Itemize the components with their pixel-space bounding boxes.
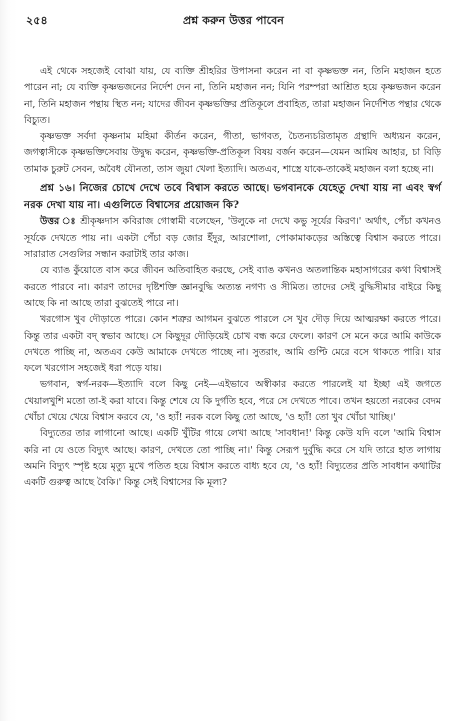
- answer-label: উত্তর ঃ: [40, 216, 77, 228]
- paragraph-electricity: বিদ্যুতের তার লাগানো আছে। একটি খুঁটির গায়ে লেখা আছে 'সাবধান!' কিন্তু কেউ যদি বলে 'আমি বিশ্বাস করি না যে ওতে বিদ্যুৎ আছে। কারণ, দেখতে তো পাচ্ছি না।' কিন্তু সেরূপ দুর্বুদ্ধি করে সে যদি তারে হাত লাগায় অমনি বিদ্যুৎ স্পৃষ্ট হয়ে মৃত্যু মুখে পতিত হয়ে বিশ্বাস করতে বাধ্য হবে যে, 'ও হ্যাঁ! বিদ্যুতের প্রতি সাবধান কথাটির একটি গুরুত্ব আছে বৈকি।' কিন্তু সেই বিশ্বাসের কি মূল্য?: [24, 428, 441, 489]
- answer-text: শ্রীকৃষ্ণদাস কবিরাজ গোস্বামী বলেছেন, 'উলুকে না দেখে কভু সূর্যের কিরণ।' অর্থাৎ, পেঁচা কখনও সূর্যকে দেখতে পায় না। একটা পেঁচা বড় জোর ইঁদুর, আরশোলা, পোকামাকড়ের অস্তিত্বে বিশ্বাস করতে পারে। সারারাত সেগুলির সন্ধান করাটাই তার কাজ।: [24, 216, 441, 261]
- page-body: [24, 64, 441, 492]
- paragraph-heaven-hell: ভগবান, স্বর্গ-নরক—ইত্যাদি বলে কিছু নেই—এইভাবে অস্বীকার করতে পারলেই যা ইচ্ছা এই জগতে খেয়ালখুশি মতো তা-ই করা যাবে। কিন্তু শেষে যে কি দুর্গতি হবে, পরে সে দেখতে পাবে। তখন হয়তো নরকের বেদম খোঁচা খেয়ে খেয়ে বিশ্বাস করবে যে, 'ও হ্যাঁ! নরক বলে কিছু তো আছে, 'ও হ্যাঁ! তো খুব খোঁচা খাচ্ছি।': [24, 379, 441, 424]
- paragraph-mahajan-definition: এই থেকে সহজেই বোঝা যায়, যে ব্যক্তি শ্রীহরির উপাসনা করেন না বা কৃষ্ণভক্ত নন, তিনি মহাজন হতে পারেন না; যে ব্যক্তি কৃষ্ণভজনের নির্দেশ দেন না, তিনি মহাজন নন; যিনি পরম্পরা আশ্রিত হয়ে কৃষ্ণভজন করেন না, তিনি মহাজন পন্থায় স্থিত নন; যাদের জীবন কৃষ্ণভক্তির প্রতিকূলে প্রবাহিত, তারা মহাজন নির্দেশিত পন্থার থেকে বিচ্যুত।: [24, 66, 441, 126]
- page-header: [26, 10, 441, 32]
- question-16: প্রশ্ন ১৬। নিজের চোখে দেখে তবে বিশ্বাস করতে আছে। ভগবানকে যেহেতু দেখা যায় না এবং স্বর্গ নরক দেখা যায় না। এগুলিতে বিশ্বাসের প্রয়োজন কি?: [24, 182, 441, 212]
- paragraph-frog-well: যে ব্যাঙ কুঁয়োতে বাস করে জীবন অতিবাহিত করছে, সেই ব্যাঙ কখনও অতলান্তিক মহাসাগরের কথা বিশ্বাসই করতে পারবে না। কারণ তাদের দৃষ্টিশক্তি জ্ঞানবুদ্ধি অত্যন্ত নগণ্য ও সীমিত। তাদের সেই বুদ্ধিসীমার বাইরে কিছু আছে কি না আছে তারা বুঝতেই পারে না।: [24, 265, 441, 309]
- paragraph-krishna-devotee: কৃষ্ণভক্ত সর্বদা কৃষ্ণনাম মহিমা কীর্তন করেন, গীতা, ভাগবত, চৈতন্যচরিতামৃত গ্রন্থাদি অধ্যয়ন করেন, জগত্বাসীকে কৃষ্ণভক্তিসেবায় উদ্বুদ্ধ করেন, কৃষ্ণভক্তি-প্রতিকূল বিষয় বর্জন করেন—যেমন আমিষ আহার, চা বিড়ি তামাক চুরুট সেবন, অবৈধ যৌনতা, তাস জুয়া খেলা ইত্যাদি। অতএব, শাস্ত্রে যাকে-তাকেই মহাজন বলা হচ্ছে না।: [24, 131, 441, 175]
- page-number: ২৫৪: [26, 14, 48, 27]
- answer-paragraph: [24, 214, 441, 263]
- running-title: প্রশ্ন করুন উত্তর পাবেন: [183, 14, 284, 27]
- paragraph-rabbit: খরগোস খুব দৌড়াতে পারে। কোন শত্রুর আগমন বুঝতে পারলে সে খুব দৌড় দিয়ে আত্মরক্ষা করতে পারে। কিন্তু তার একটা বদ্ স্বভাব আছে। সে কিছুদূর দৌড়িয়েই চোখ বন্ধ করে ফেলে। কারণ সে মনে করে আমি কাউকে দেখতে পাচ্ছি না, অতএব কেউ আমাকে দেখতে পাচ্ছে না। সুতরাং, আমি গুপ্টি মেরে বসে থাকতে পারি। যার ফলে খরগোস সহজেই ধরা পড়ে যায়।: [24, 314, 441, 375]
